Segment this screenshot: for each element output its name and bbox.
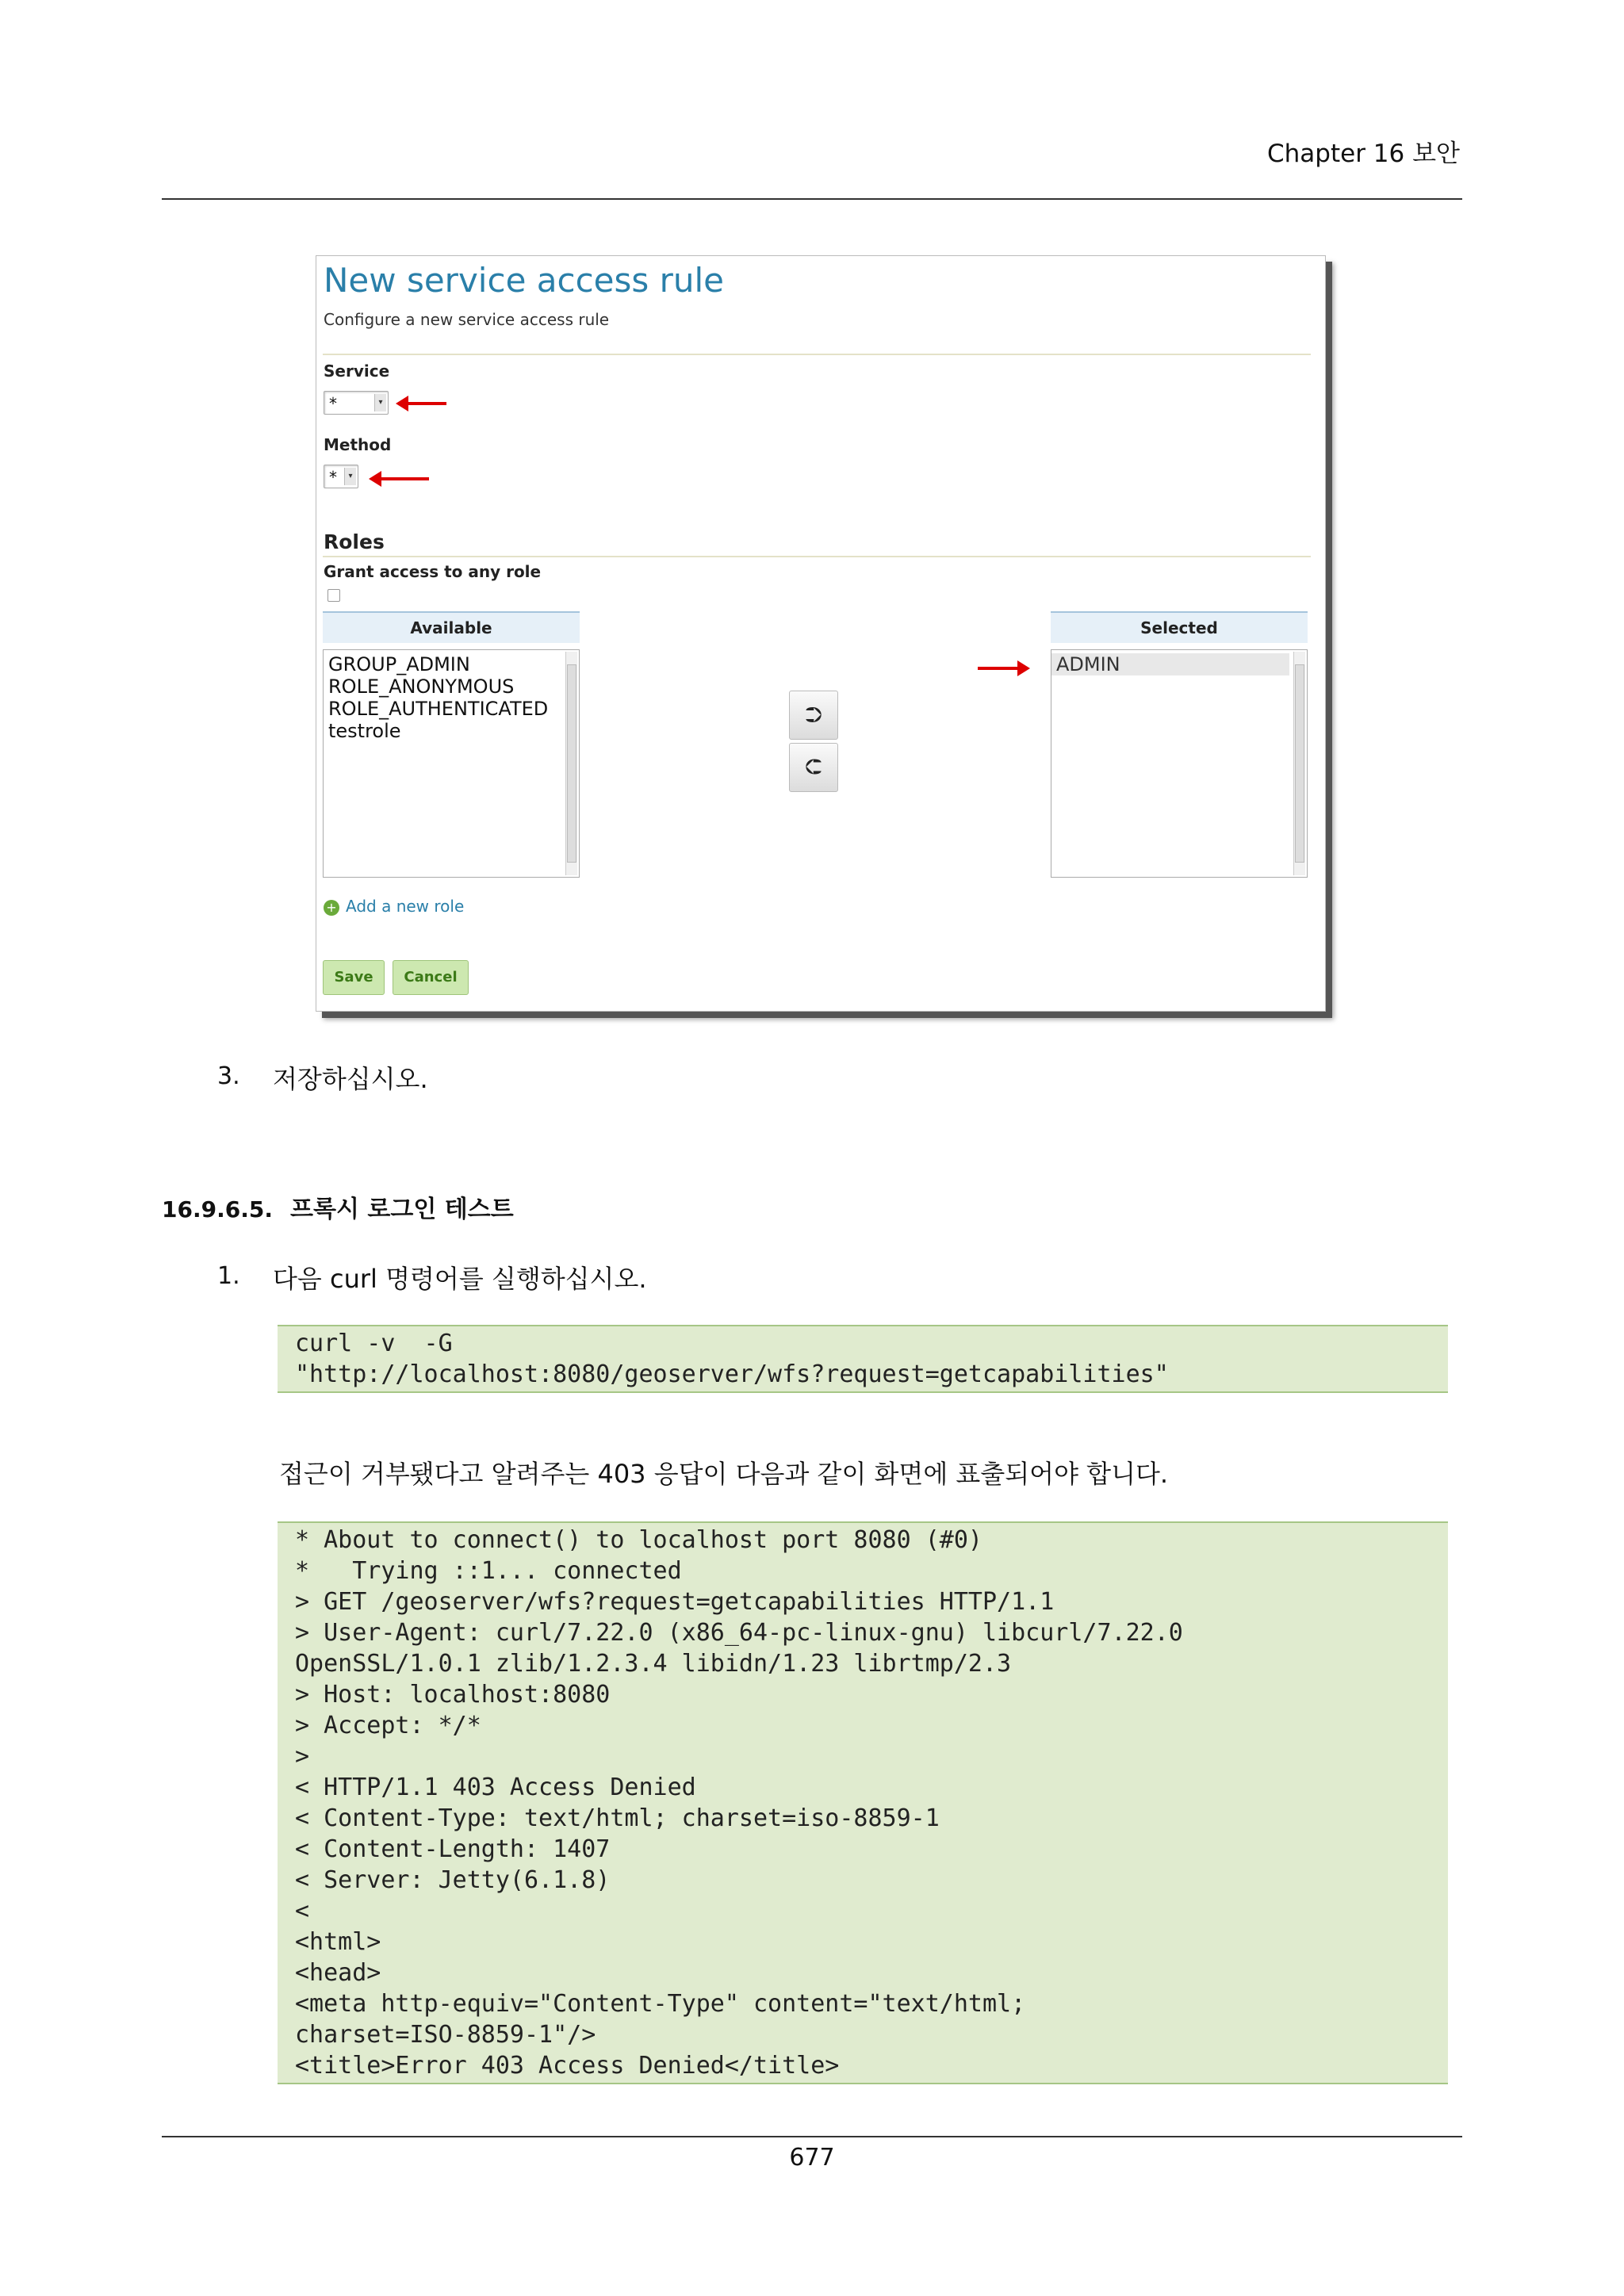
cancel-button[interactable]: Cancel: [393, 960, 469, 995]
step3-number: 3.: [217, 1062, 240, 1090]
save-button[interactable]: Save: [323, 960, 385, 995]
scrollbar[interactable]: [1293, 652, 1305, 875]
chevron-down-icon: ▾: [344, 468, 356, 485]
code-line: curl -v -G: [295, 1330, 453, 1357]
list-item[interactable]: GROUP_ADMIN: [328, 653, 470, 675]
code-line: < HTTP/1.1 403 Access Denied: [295, 1774, 696, 1801]
page-number: 677: [789, 2144, 835, 2172]
plus-icon: +: [324, 900, 339, 916]
curl-command-block: [278, 1325, 1448, 1393]
red-arrow-service: [407, 402, 446, 405]
service-access-rule-screenshot: [316, 255, 1326, 1012]
method-select[interactable]: [324, 465, 358, 488]
code-line: OpenSSL/1.0.1 zlib/1.2.3.4 libidn/1.23 librtmp/2.3: [295, 1650, 1012, 1678]
code-line: <title>Error 403 Access Denied</title>: [295, 2052, 840, 2080]
list-item[interactable]: ADMIN: [1051, 653, 1289, 675]
add-role-link[interactable]: [324, 897, 464, 916]
available-roles-list[interactable]: [323, 649, 580, 878]
red-arrow-method: [380, 477, 429, 480]
code-line: * About to connect() to localhost port 8080 (#0): [295, 1526, 982, 1554]
grant-any-role-label: Grant access to any role: [324, 562, 542, 581]
code-line: <meta http-equiv="Content-Type" content="text/html;: [295, 1990, 1026, 2018]
list-item[interactable]: ROLE_ANONYMOUS: [328, 675, 515, 698]
method-label: Method: [324, 435, 392, 454]
method-select-value: *: [329, 468, 337, 487]
chevron-down-icon: ▾: [374, 394, 386, 411]
section-title: 프록시 로그인 테스트: [290, 1196, 514, 1223]
grant-any-role-checkbox[interactable]: [327, 589, 340, 602]
footer-rule: [162, 2136, 1462, 2137]
code-line: <: [295, 1897, 310, 1925]
code-line: "http://localhost:8080/geoserver/wfs?request=getcapabilities": [295, 1360, 1169, 1388]
code-line: > Accept: */*: [295, 1712, 481, 1739]
red-arrow-selected: [978, 667, 1019, 670]
code-line: > GET /geoserver/wfs?request=getcapabilities HTTP/1.1: [295, 1588, 1055, 1616]
divider: [323, 556, 1311, 557]
code-line: * Trying ::1... connected: [295, 1557, 682, 1585]
step1-number: 1.: [217, 1262, 240, 1290]
list-item[interactable]: ROLE_AUTHENTICATED: [328, 698, 549, 720]
response-note: 접근이 거부됐다고 알려주는 403 응답이 다음과 같이 화면에 표출되어야 합니다.: [279, 1459, 1169, 1489]
header-rule: [162, 198, 1462, 200]
move-right-button[interactable]: ⮊: [789, 691, 838, 740]
selected-roles-list[interactable]: [1051, 649, 1308, 878]
move-left-button[interactable]: ⮈: [789, 743, 838, 792]
scrollbar-thumb[interactable]: [567, 664, 576, 863]
divider: [323, 354, 1311, 355]
code-line: < Content-Length: 1407: [295, 1835, 611, 1863]
chapter-header: Chapter 16 보안: [1267, 140, 1460, 168]
scrollbar[interactable]: [565, 652, 577, 875]
section-number: 16.9.6.5.: [162, 1196, 273, 1223]
code-line: charset=ISO-8859-1"/>: [295, 2021, 596, 2049]
service-select-value: *: [329, 394, 337, 413]
service-select[interactable]: [324, 391, 389, 415]
list-item[interactable]: testrole: [328, 720, 401, 742]
code-line: < Content-Type: text/html; charset=iso-8859-1: [295, 1804, 940, 1832]
selected-header: Selected: [1051, 611, 1308, 643]
roles-title: Roles: [324, 530, 385, 553]
section-heading: [162, 1189, 514, 1224]
code-line: < Server: Jetty(6.1.8): [295, 1866, 611, 1894]
code-line: > Host: localhost:8080: [295, 1681, 611, 1709]
code-line: >: [295, 1743, 310, 1770]
code-line: <head>: [295, 1959, 381, 1987]
add-role-label: Add a new role: [346, 897, 465, 916]
step3-text: 저장하십시오.: [273, 1064, 428, 1094]
available-header: Available: [323, 611, 580, 643]
scrollbar-thumb[interactable]: [1295, 664, 1304, 863]
form-subtitle: Configure a new service access rule: [324, 310, 610, 329]
code-line: > User-Agent: curl/7.22.0 (x86_64-pc-linux-gnu) libcurl/7.22.0: [295, 1619, 1183, 1647]
step1-text: 다음 curl 명령어를 실행하십시오.: [273, 1264, 647, 1294]
form-title: New service access rule: [324, 261, 725, 300]
code-line: <html>: [295, 1928, 381, 1956]
service-label: Service: [324, 362, 390, 381]
curl-output-block: [278, 1521, 1448, 2084]
